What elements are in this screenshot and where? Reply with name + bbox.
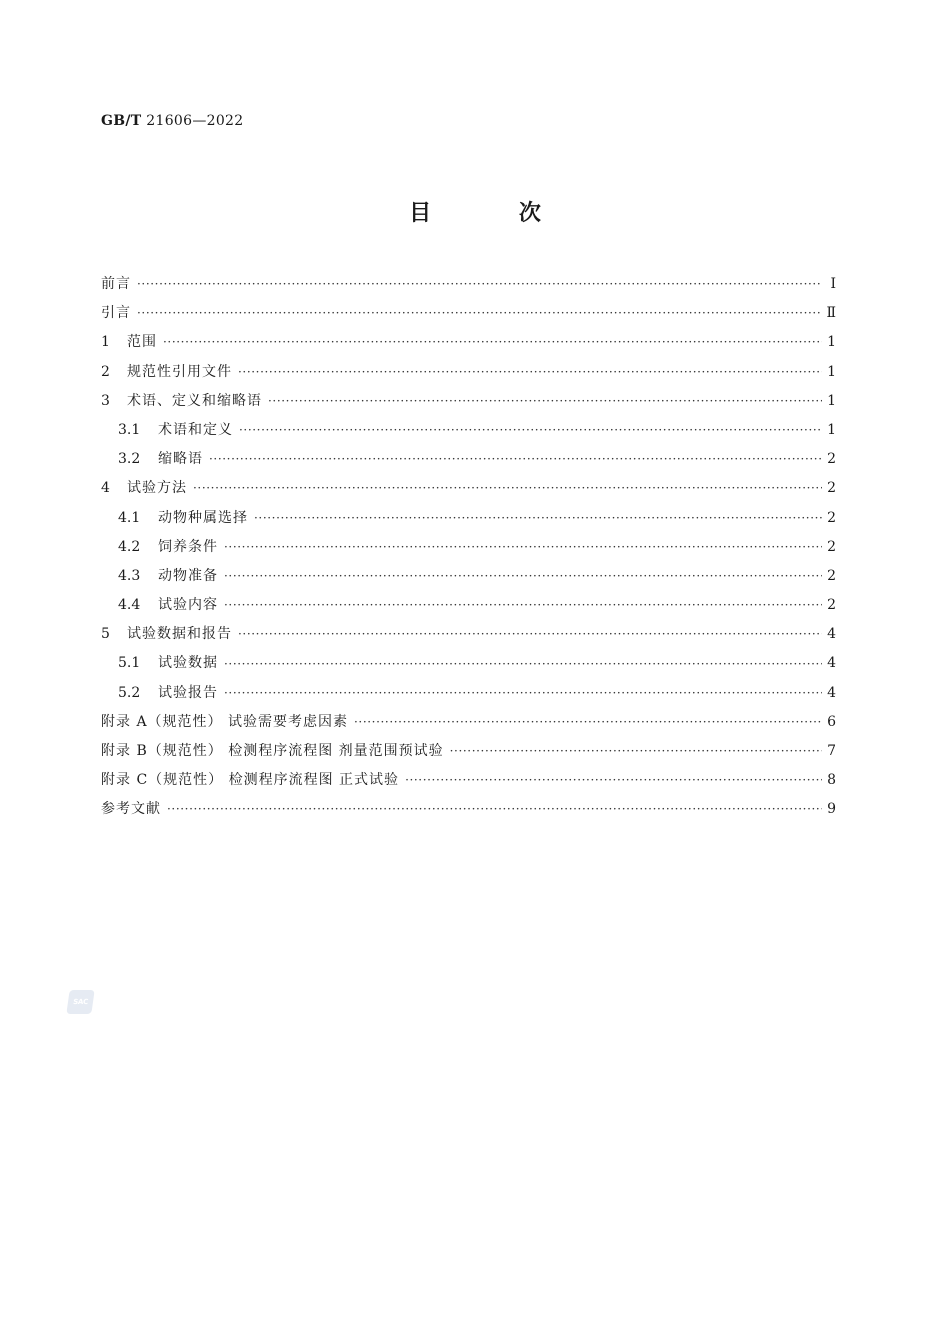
toc-leader bbox=[254, 504, 822, 533]
toc-entry-label: 试验报告 bbox=[158, 684, 218, 701]
toc-entry-1[interactable] bbox=[101, 328, 836, 357]
toc-entry-page: 1 bbox=[827, 421, 836, 438]
toc-entry-5-1[interactable] bbox=[101, 649, 836, 678]
toc-entry-number: 2 bbox=[101, 363, 110, 380]
toc-entry-number: 4.1 bbox=[118, 509, 141, 526]
toc-leader bbox=[224, 591, 822, 620]
toc-entry-label: 动物种属选择 bbox=[158, 509, 248, 526]
toc-leader bbox=[209, 445, 822, 474]
document-code-number: 21606—2022 bbox=[146, 113, 244, 129]
toc-entry-page: 1 bbox=[827, 334, 836, 351]
toc-entry-page: 2 bbox=[827, 509, 836, 526]
toc-leader bbox=[354, 708, 822, 737]
toc-entry-number: 4.3 bbox=[118, 567, 141, 584]
toc-entry-4-3[interactable] bbox=[101, 562, 836, 591]
toc-leader bbox=[238, 620, 822, 649]
toc-entry-number: 4.4 bbox=[118, 597, 141, 614]
toc-entry-label: 附录 C（规范性） 检测程序流程图 正式试验 bbox=[101, 772, 400, 789]
toc-entry-number: 3.2 bbox=[118, 451, 141, 468]
toc-entry-bibliography[interactable] bbox=[101, 795, 836, 824]
toc-entry-number: 5 bbox=[101, 626, 110, 643]
toc-entry-label: 术语、定义和缩略语 bbox=[127, 392, 262, 409]
toc-entry-number: 3 bbox=[101, 392, 110, 409]
toc-leader bbox=[268, 387, 822, 416]
toc-entry-number: 4 bbox=[101, 480, 110, 497]
toc-entry-page: 2 bbox=[827, 597, 836, 614]
toc-entry-annex-c[interactable] bbox=[101, 766, 836, 795]
toc-entry-label: 引言 bbox=[101, 305, 131, 322]
toc-entry-page: 7 bbox=[827, 743, 836, 759]
toc-entry-label: 参考文献 bbox=[101, 801, 161, 818]
toc-leader bbox=[224, 679, 822, 708]
toc-entry-3-1[interactable] bbox=[101, 416, 836, 445]
toc-entry-number: 3.1 bbox=[118, 421, 141, 438]
toc-leader bbox=[224, 562, 822, 591]
page-title: 目 次 bbox=[409, 201, 581, 226]
toc-entry-4-2[interactable] bbox=[101, 533, 836, 562]
toc-entry-page: 4 bbox=[827, 684, 836, 701]
toc-leader bbox=[239, 416, 822, 445]
toc-entry-page: 2 bbox=[827, 538, 836, 555]
toc-entry-label: 范围 bbox=[127, 334, 157, 351]
toc-entry-4-4[interactable] bbox=[101, 591, 836, 620]
toc-entry-label: 动物准备 bbox=[158, 567, 218, 584]
toc-entry-page: 4 bbox=[827, 655, 836, 672]
toc-entry-label: 前言 bbox=[101, 276, 131, 292]
toc-entry-introduction[interactable] bbox=[101, 299, 836, 328]
toc-entry-label: 饲养条件 bbox=[158, 538, 218, 555]
toc-entry-number: 1 bbox=[101, 334, 110, 351]
toc-entry-page: 6 bbox=[827, 713, 836, 730]
toc-entry-annex-a[interactable] bbox=[101, 708, 836, 737]
toc-entry-label: 附录 B（规范性） 检测程序流程图 剂量范围预试验 bbox=[101, 743, 444, 759]
toc-leader bbox=[405, 766, 822, 795]
toc-entry-page: 1 bbox=[827, 363, 836, 380]
toc-entry-label: 试验数据 bbox=[158, 655, 218, 672]
toc-entry-label: 缩略语 bbox=[158, 451, 203, 468]
toc-entry-number: 4.2 bbox=[118, 538, 141, 555]
toc-entry-page: 2 bbox=[827, 480, 836, 497]
toc-leader bbox=[137, 270, 822, 299]
toc-entry-page: 2 bbox=[827, 567, 836, 584]
toc-entry-annex-b[interactable] bbox=[101, 737, 836, 766]
document-code bbox=[101, 113, 243, 129]
toc-leader bbox=[193, 474, 822, 503]
toc-entry-page: 2 bbox=[827, 451, 836, 468]
toc-entry-label: 试验方法 bbox=[127, 480, 187, 497]
toc-entry-number: 5.1 bbox=[118, 655, 141, 672]
table-of-contents bbox=[101, 270, 836, 825]
toc-entry-4[interactable] bbox=[101, 474, 836, 503]
toc-entry-3[interactable] bbox=[101, 387, 836, 416]
toc-leader bbox=[137, 299, 822, 328]
toc-entry-page: 9 bbox=[827, 801, 836, 818]
toc-entry-page: 4 bbox=[827, 626, 836, 643]
toc-entry-4-1[interactable] bbox=[101, 504, 836, 533]
toc-leader bbox=[167, 795, 822, 824]
toc-entry-page: Ⅰ bbox=[830, 276, 836, 292]
document-code-prefix: GB/T bbox=[101, 113, 142, 129]
toc-entry-2[interactable] bbox=[101, 358, 836, 387]
toc-entry-3-2[interactable] bbox=[101, 445, 836, 474]
toc-entry-label: 试验内容 bbox=[158, 597, 218, 614]
toc-entry-label: 附录 A（规范性） 试验需要考虑因素 bbox=[101, 713, 349, 730]
toc-entry-page: Ⅱ bbox=[826, 305, 836, 322]
sac-watermark-text: SAC bbox=[72, 998, 89, 1006]
toc-entry-number: 5.2 bbox=[118, 684, 141, 701]
toc-entry-label: 规范性引用文件 bbox=[127, 363, 232, 380]
toc-entry-page: 8 bbox=[827, 772, 836, 789]
toc-entry-label: 试验数据和报告 bbox=[127, 626, 232, 643]
toc-leader bbox=[224, 650, 822, 679]
toc-leader bbox=[224, 533, 822, 562]
toc-entry-5[interactable] bbox=[101, 620, 836, 649]
toc-entry-5-2[interactable] bbox=[101, 679, 836, 708]
toc-leader bbox=[450, 737, 822, 766]
toc-entry-page: 1 bbox=[827, 392, 836, 409]
toc-entry-label: 术语和定义 bbox=[158, 421, 233, 438]
toc-leader bbox=[238, 358, 822, 387]
toc-leader bbox=[163, 328, 822, 357]
toc-entry-foreword[interactable] bbox=[101, 270, 836, 299]
sac-watermark-logo bbox=[66, 990, 94, 1014]
